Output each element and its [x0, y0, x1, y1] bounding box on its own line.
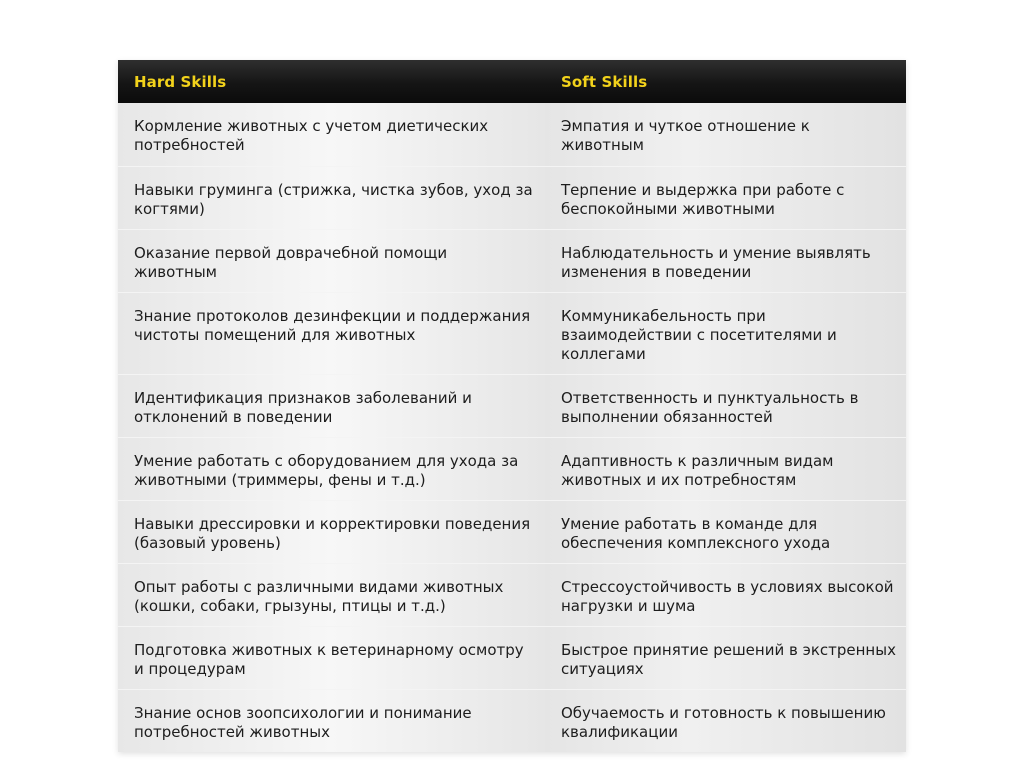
- table-row: [118, 292, 906, 374]
- soft-skill-cell: Обучаемость и готовность к повышению квалификации: [545, 689, 906, 752]
- soft-skill-cell: Стрессоустойчивость в условиях высокой нагрузки и шума: [545, 563, 906, 626]
- table-row: [118, 103, 906, 166]
- hard-skill-cell: Кормление животных с учетом диетических потребностей: [118, 103, 545, 166]
- hard-skill-cell: Опыт работы с различными видами животных (кошки, собаки, грызуны, птицы и т.д.): [118, 563, 545, 626]
- soft-skill-cell: Терпение и выдержка при работе с беспокойными животными: [545, 166, 906, 229]
- skills-table: [118, 60, 906, 752]
- table-row: [118, 563, 906, 626]
- hard-skill-cell: Умение работать с оборудованием для ухода за животными (триммеры, фены и т.д.): [118, 437, 545, 500]
- table-row: [118, 166, 906, 229]
- soft-skill-cell: Наблюдательность и умение выявлять изменения в поведении: [545, 229, 906, 292]
- soft-skill-cell: Быстрое принятие решений в экстренных ситуациях: [545, 626, 906, 689]
- soft-skill-cell: Коммуникабельность при взаимодействии с посетителями и коллегами: [545, 292, 906, 374]
- hard-skill-cell: Знание основ зоопсихологии и понимание потребностей животных: [118, 689, 545, 752]
- table-row: [118, 374, 906, 437]
- table-row: [118, 437, 906, 500]
- soft-skill-cell: Эмпатия и чуткое отношение к животным: [545, 103, 906, 166]
- table-row: [118, 229, 906, 292]
- header-hard-skills: Hard Skills: [118, 60, 545, 103]
- table-row: [118, 689, 906, 752]
- soft-skill-cell: Ответственность и пунктуальность в выполнении обязанностей: [545, 374, 906, 437]
- hard-skill-cell: Навыки дрессировки и корректировки поведения (базовый уровень): [118, 500, 545, 563]
- header-soft-skills: Soft Skills: [545, 60, 906, 103]
- hard-skill-cell: Идентификация признаков заболеваний и отклонений в поведении: [118, 374, 545, 437]
- table-header-row: [118, 60, 906, 103]
- soft-skill-cell: Умение работать в команде для обеспечения комплексного ухода: [545, 500, 906, 563]
- table-row: [118, 626, 906, 689]
- hard-skill-cell: Знание протоколов дезинфекции и поддержания чистоты помещений для животных: [118, 292, 545, 374]
- soft-skill-cell: Адаптивность к различным видам животных и их потребностям: [545, 437, 906, 500]
- table-row: [118, 500, 906, 563]
- hard-skill-cell: Подготовка животных к ветеринарному осмотру и процедурам: [118, 626, 545, 689]
- hard-skill-cell: Оказание первой доврачебной помощи животным: [118, 229, 545, 292]
- hard-skill-cell: Навыки груминга (стрижка, чистка зубов, уход за когтями): [118, 166, 545, 229]
